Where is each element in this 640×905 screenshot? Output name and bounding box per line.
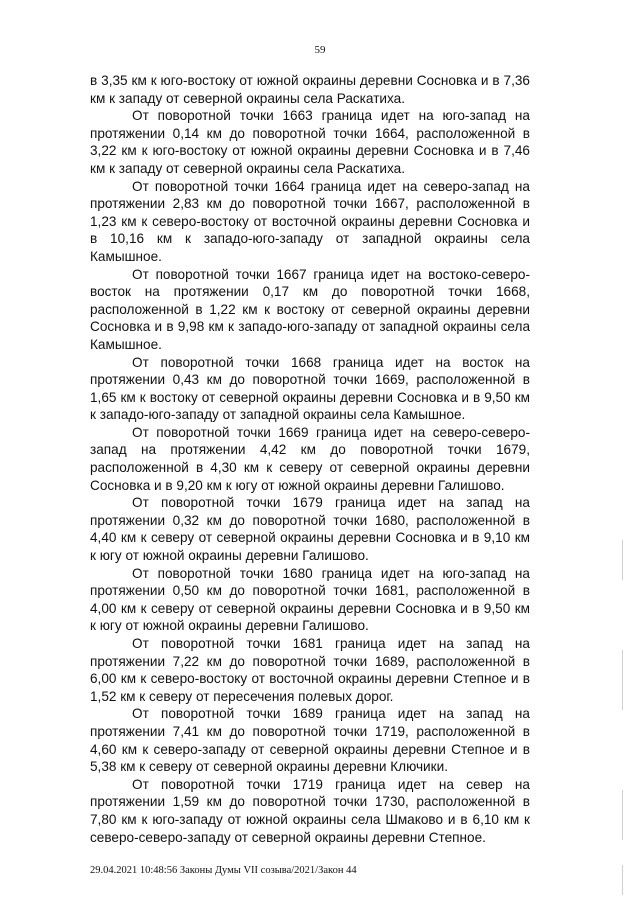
paragraph-point-1719: От поворотной точки 1719 граница идет на север на протяжении 1,59 км до поворотной точки 1730, расположенной в 7,80 км к юго-западу от южной окраины села Шмаково и в 6,10 км к северо-северо-западу от северной окраины деревни Степное. <box>90 776 530 845</box>
page-number: 59 <box>314 44 326 56</box>
paragraph-point-1679: От поворотной точки 1679 граница идет на запад на протяжении 0,32 км до поворотной точки 1680, расположенной в 4,40 км к северу от северной окраины деревни Сосновка и в 9,10 км к югу от южной окраины деревни Галишово. <box>90 495 530 564</box>
paragraph-point-1668: От поворотной точки 1668 граница идет на восток на протяжении 0,43 км до поворотной точки 1669, расположенной в 1,65 км к востоку от северной окраины деревни Сосновка и в 9,50 км к западо-юго-западу от западной окраины села Камышное. <box>90 354 530 423</box>
paragraph-point-1663: От поворотной точки 1663 граница идет на юго-запад на протяжении 0,14 км до поворотной точки 1664, расположенной в 3,22 км к юго-востоку от южной окраины деревни Сосновка и в 7,46 км к западу от северной окраины села Раскатиха. <box>90 108 530 176</box>
paragraph-point-1669: От поворотной точки 1669 граница идет на северо-северо-запад на протяжении 4,42 км до поворотной точки 1679, расположенной в 4,30 км к северу от северной окраины деревни Сосновка и в 9,20 км к югу от южной окраины деревни Галишово. <box>90 424 530 493</box>
paragraph-point-1689: От поворотной точки 1689 граница идет на запад на протяжении 7,41 км до поворотной точки 1719, расположенной в 4,60 км к северо-западу от северной окраины деревни Степное и в 5,38 км к северу от северной окраины деревни Ключики. <box>90 706 530 775</box>
scan-margin-marks <box>620 520 626 900</box>
document-footer: 29.04.2021 10:48:56 Законы Думы VII созыва/2021/Закон 44 <box>90 865 357 876</box>
paragraph-continuation: в 3,35 км к юго-востоку от южной окраины деревни Сосновка и в 7,36 км к западу от северной окраины села Раскатиха. <box>90 73 530 106</box>
paragraph-point-1681: От поворотной точки 1681 граница идет на запад на протяжении 7,22 км до поворотной точки 1689, расположенной в 6,00 км к северо-востоку от восточной окраины деревни Степное и в 1,52 км к северу от пересечения полевых дорог. <box>90 636 530 704</box>
paragraph-point-1664: От поворотной точки 1664 граница идет на северо-запад на протяжении 2,83 км до поворотной точки 1667, расположенной в 1,23 км к северо-востоку от восточной окраины деревни Сосновка и в 10,16 км к западо-юго-западу от западной окраины села Камышное. <box>90 178 530 264</box>
document-body <box>90 72 530 846</box>
paragraph-point-1667: От поворотной точки 1667 граница идет на востоко-северо-восток на протяжении 0,17 км до поворотной точки 1668, расположенной в 1,22 км к востоку от северной окраины деревни Сосновка и в 9,98 км к западо-юго-западу от западной окраины села Камышное. <box>90 266 530 352</box>
paragraph-point-1680: От поворотной точки 1680 граница идет на юго-запад на протяжении 0,50 км до поворотной точки 1681, расположенной в 4,00 км к северу от северной окраины деревни Сосновка и в 9,50 км к югу от южной окраины деревни Галишово. <box>90 565 530 634</box>
